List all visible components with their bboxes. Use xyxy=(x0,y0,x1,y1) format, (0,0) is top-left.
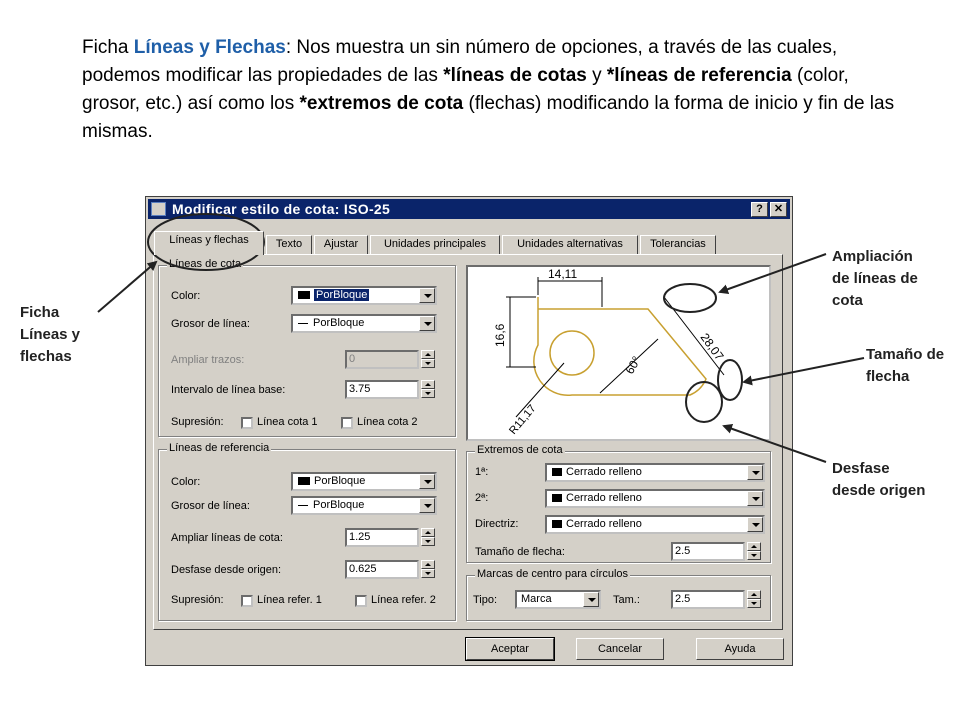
dropdown-arrow-icon[interactable] xyxy=(583,592,599,607)
arrow-size-spinner[interactable] xyxy=(747,542,761,561)
tab-text[interactable]: Texto xyxy=(266,235,312,254)
leader-select[interactable] xyxy=(545,515,765,534)
tab-tolerances[interactable]: Tolerancias xyxy=(640,235,716,254)
baseline-spinner[interactable] xyxy=(421,380,435,399)
dimension-lines-group xyxy=(158,258,456,437)
app-icon xyxy=(151,202,166,216)
dim-extend-label: Ampliar trazos: xyxy=(171,354,245,366)
color-swatch xyxy=(298,477,310,485)
offset-input[interactable]: 0.625 xyxy=(345,560,419,579)
dropdown-arrow-icon[interactable] xyxy=(747,491,763,506)
dim-color-select[interactable] xyxy=(291,286,437,305)
dim-suppress-label: Supresión: xyxy=(171,416,224,428)
dim-extend-spinner[interactable] xyxy=(421,350,435,369)
tab-alternate-units[interactable]: Unidades alternativas xyxy=(502,235,638,254)
suppress-ext2-checkbox[interactable] xyxy=(355,595,367,607)
intro-arrowheads: *extremos de cota xyxy=(299,93,464,114)
cancel-button[interactable]: Cancelar xyxy=(576,638,664,660)
dim-color-label: Color: xyxy=(171,290,201,302)
ext-extend-spinner[interactable] xyxy=(421,528,435,547)
preview-shape xyxy=(534,297,706,395)
leader-label: Directriz: xyxy=(475,518,519,530)
intro-ficha: Ficha xyxy=(82,37,134,58)
ext-color-label: Color: xyxy=(171,476,201,488)
arrow-size-label: Tamaño de flecha: xyxy=(475,546,565,558)
intro-text-3: (color, grosor, etc.) así como los xyxy=(82,65,849,114)
suppress-ext1-label: Línea refer. 1 xyxy=(257,594,322,606)
annotation-ext-line2: de líneas de xyxy=(832,270,918,287)
arrowheads-legend: Extremos de cota xyxy=(477,444,563,456)
center-size-label: Tam.: xyxy=(613,594,640,606)
offset-spinner[interactable] xyxy=(421,560,435,579)
dim-weight-label: Grosor de línea: xyxy=(171,318,250,330)
dimension-preview-drawing xyxy=(468,267,769,439)
intro-dim-lines: *líneas de cotas xyxy=(443,65,587,86)
annotation-ext-line3: cota xyxy=(832,292,863,309)
leader-value: Cerrado relleno xyxy=(566,518,642,530)
dialog-title: Modificar estilo de cota: ISO-25 xyxy=(172,201,391,217)
annotation-arrow-size xyxy=(866,344,944,388)
suppress-dim1-label: Línea cota 1 xyxy=(257,416,318,428)
baseline-input[interactable]: 3.75 xyxy=(345,380,419,399)
annotation-tab-line2: Líneas y xyxy=(20,326,81,343)
line-sample xyxy=(298,505,308,506)
suppress-dim2-checkbox[interactable] xyxy=(341,417,353,429)
center-marks-group xyxy=(466,568,771,621)
help-title-button[interactable]: ? xyxy=(751,202,768,217)
annotation-tab-line3: flechas xyxy=(20,348,72,365)
intro-text-2: y xyxy=(586,65,607,86)
ext-color-select[interactable] xyxy=(291,472,437,491)
dimension-lines-legend: Líneas de cota xyxy=(169,258,242,270)
dim-line-diag xyxy=(664,297,724,375)
dim-extend-input[interactable]: 0 xyxy=(345,350,419,369)
baseline-label: Intervalo de línea base: xyxy=(171,384,286,396)
ok-button[interactable]: Aceptar xyxy=(466,638,554,660)
line-sample xyxy=(298,323,308,324)
suppress-dim2-label: Línea cota 2 xyxy=(357,416,418,428)
annotation-tab-line1: Ficha xyxy=(20,304,60,321)
second-arrow-select[interactable] xyxy=(545,489,765,508)
dim-weight-value: PorBloque xyxy=(313,317,365,329)
preview-dim-radius: R11,17 xyxy=(507,402,539,437)
dim-color-value: PorBloque xyxy=(316,289,368,301)
intro-ext-lines: *líneas de referencia xyxy=(606,65,792,86)
ext-extend-label: Ampliar líneas de cota: xyxy=(171,532,283,544)
preview-dim-angle: 60° xyxy=(622,353,644,377)
arrow-glyph-icon xyxy=(552,468,562,476)
center-size-spinner[interactable] xyxy=(747,590,761,609)
tab-fit[interactable]: Ajustar xyxy=(314,235,368,254)
preview-panel xyxy=(466,265,771,441)
ext-weight-label: Grosor de línea: xyxy=(171,500,250,512)
center-type-label: Tipo: xyxy=(473,594,498,606)
annotation-tab xyxy=(20,302,80,368)
annotation-size-line2: flecha xyxy=(866,368,910,385)
dim-weight-select[interactable] xyxy=(291,314,437,333)
close-button[interactable]: ✕ xyxy=(770,202,787,217)
dropdown-arrow-icon[interactable] xyxy=(419,474,435,489)
annotation-offset-line1: Desfase xyxy=(832,460,890,477)
tab-lines-arrows[interactable]: Líneas y flechas xyxy=(154,231,264,255)
first-arrow-value: Cerrado relleno xyxy=(566,466,642,478)
annotation-offset xyxy=(832,458,925,502)
tab-primary-units[interactable]: Unidades principales xyxy=(370,235,500,254)
arrow-size-input[interactable]: 2.5 xyxy=(671,542,745,561)
intro-paragraph xyxy=(82,34,912,146)
dropdown-arrow-icon[interactable] xyxy=(419,288,435,303)
suppress-dim1-checkbox[interactable] xyxy=(241,417,253,429)
intro-text-1: : Nos muestra un sin número de opciones, a través de las cuales, podemos modificar las propiedades de las xyxy=(82,37,838,86)
intro-text-4: (flechas) modificando la forma de inicio y fin de las mismas. xyxy=(82,93,895,142)
preview-dim-diag: 28,07 xyxy=(697,330,727,364)
preview-dim-left: 16,6 xyxy=(493,323,507,347)
annotation-ext-line1: Ampliación xyxy=(832,248,913,265)
second-arrow-label: 2ª: xyxy=(475,492,489,504)
first-arrow-label: 1ª: xyxy=(475,466,489,478)
help-button[interactable]: Ayuda xyxy=(696,638,784,660)
ext-weight-select[interactable] xyxy=(291,496,437,515)
suppress-ext1-checkbox[interactable] xyxy=(241,595,253,607)
center-type-select[interactable] xyxy=(515,590,601,609)
dropdown-arrow-icon[interactable] xyxy=(747,517,763,532)
ext-color-value: PorBloque xyxy=(314,475,366,487)
annotation-offset-line2: desde origen xyxy=(832,482,926,499)
arrow-glyph-icon xyxy=(552,494,562,502)
dropdown-arrow-icon[interactable] xyxy=(747,465,763,480)
dropdown-arrow-icon[interactable] xyxy=(419,498,435,513)
second-arrow-value: Cerrado relleno xyxy=(566,492,642,504)
ext-extend-input[interactable]: 1.25 xyxy=(345,528,419,547)
dropdown-arrow-icon[interactable] xyxy=(419,316,435,331)
annotation-size-line1: Tamaño de xyxy=(866,346,945,363)
color-swatch xyxy=(298,291,310,299)
center-type-value: Marca xyxy=(521,593,552,605)
dimension-style-dialog xyxy=(145,196,793,666)
suppress-ext2-label: Línea refer. 2 xyxy=(371,594,436,606)
center-size-input[interactable]: 2.5 xyxy=(671,590,745,609)
first-arrow-select[interactable] xyxy=(545,463,765,482)
arrow-glyph-icon xyxy=(552,520,562,528)
preview-dim-top: 14,11 xyxy=(548,267,578,281)
offset-label: Desfase desde origen: xyxy=(171,564,282,576)
ext-weight-value: PorBloque xyxy=(313,499,365,511)
extension-lines-group xyxy=(158,442,456,621)
arrowheads-group xyxy=(466,444,771,563)
annotation-dim-extension xyxy=(832,246,918,312)
center-marks-legend: Marcas de centro para círculos xyxy=(477,568,629,580)
preview-circle xyxy=(550,331,594,375)
ext-suppress-label: Supresión: xyxy=(171,594,224,606)
extension-lines-legend: Líneas de referencia xyxy=(169,442,270,454)
title-bar[interactable] xyxy=(148,199,790,219)
intro-tab-name: Líneas y Flechas xyxy=(133,37,286,58)
